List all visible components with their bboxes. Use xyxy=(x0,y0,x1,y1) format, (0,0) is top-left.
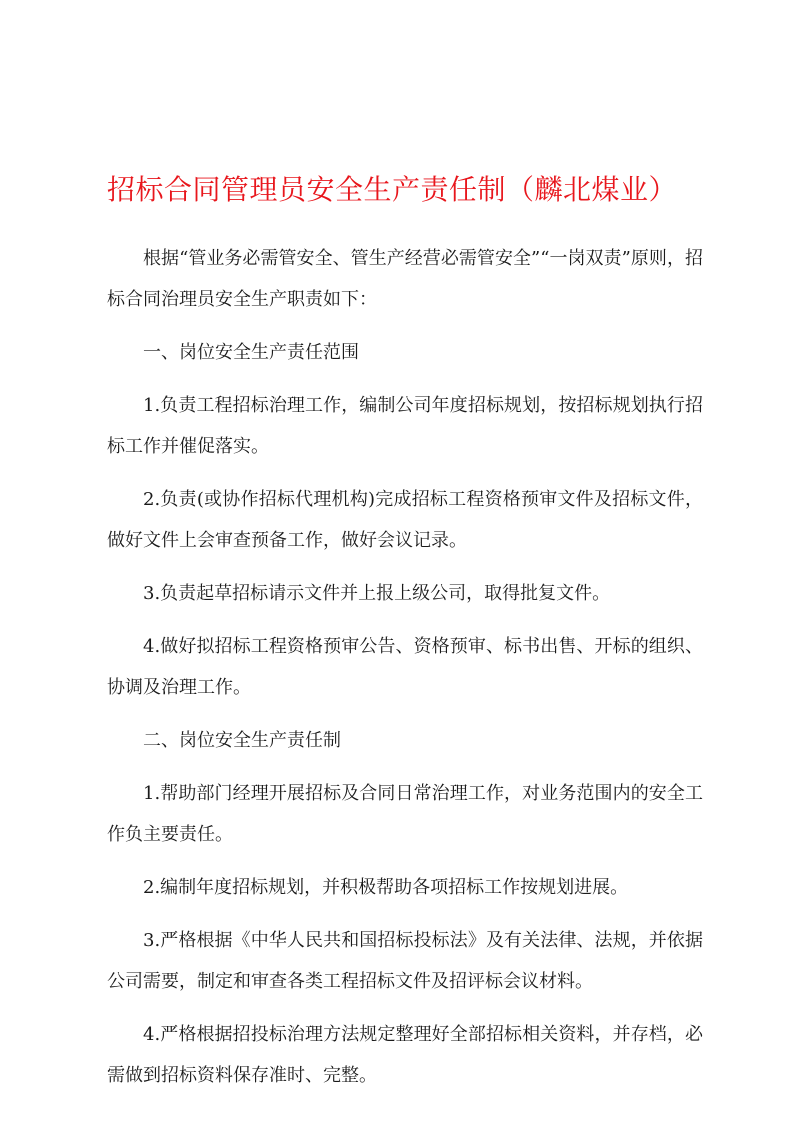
intro-paragraph: 根据“管业务必需管安全、管生产经营必需管安全”“一岗双责”原则，招标合同治理员安全生产职责如下： xyxy=(107,248,703,310)
responsibility-item-3: 3.严格根据《中华人民共和国招标投标法》及有关法律、法规，并依据公司需要，制定和审查各类工程招标文件及招评标会议材料。 xyxy=(107,930,703,992)
scope-item-2: 2.负责(或协作招标代理机构)完成招标工程资格预审文件及招标文件，做好文件上会审查预备工作，做好会议记录。 xyxy=(107,489,703,551)
section-heading-scope: 一、岗位安全生产责任范围 xyxy=(143,342,359,363)
responsibility-item-1: 1.帮助部门经理开展招标及合同日常治理工作，对业务范围内的安全工作负主要责任。 xyxy=(107,783,703,845)
responsibility-item-4: 4.严格根据招投标治理方法规定整理好全部招标相关资料，并存档，必需做到招标资料保存准时、完整。 xyxy=(107,1024,703,1086)
document-title: 招标合同管理员安全生产责任制（麟北煤业） xyxy=(107,173,678,206)
section-heading-responsibility: 二、岗位安全生产责任制 xyxy=(143,730,341,751)
scope-item-4: 4.做好拟招标工程资格预审公告、资格预审、标书出售、开标的组织、协调及治理工作。 xyxy=(107,636,703,698)
scope-item-1: 1.负责工程招标治理工作，编制公司年度招标规划，按招标规划执行招标工作并催促落实。 xyxy=(107,395,703,457)
document-body xyxy=(107,238,703,1108)
responsibility-item-2: 2.编制年度招标规划，并积极帮助各项招标工作按规划进展。 xyxy=(143,877,629,898)
scope-item-3: 3.负责起草招标请示文件并上报上级公司，取得批复文件。 xyxy=(143,583,611,604)
